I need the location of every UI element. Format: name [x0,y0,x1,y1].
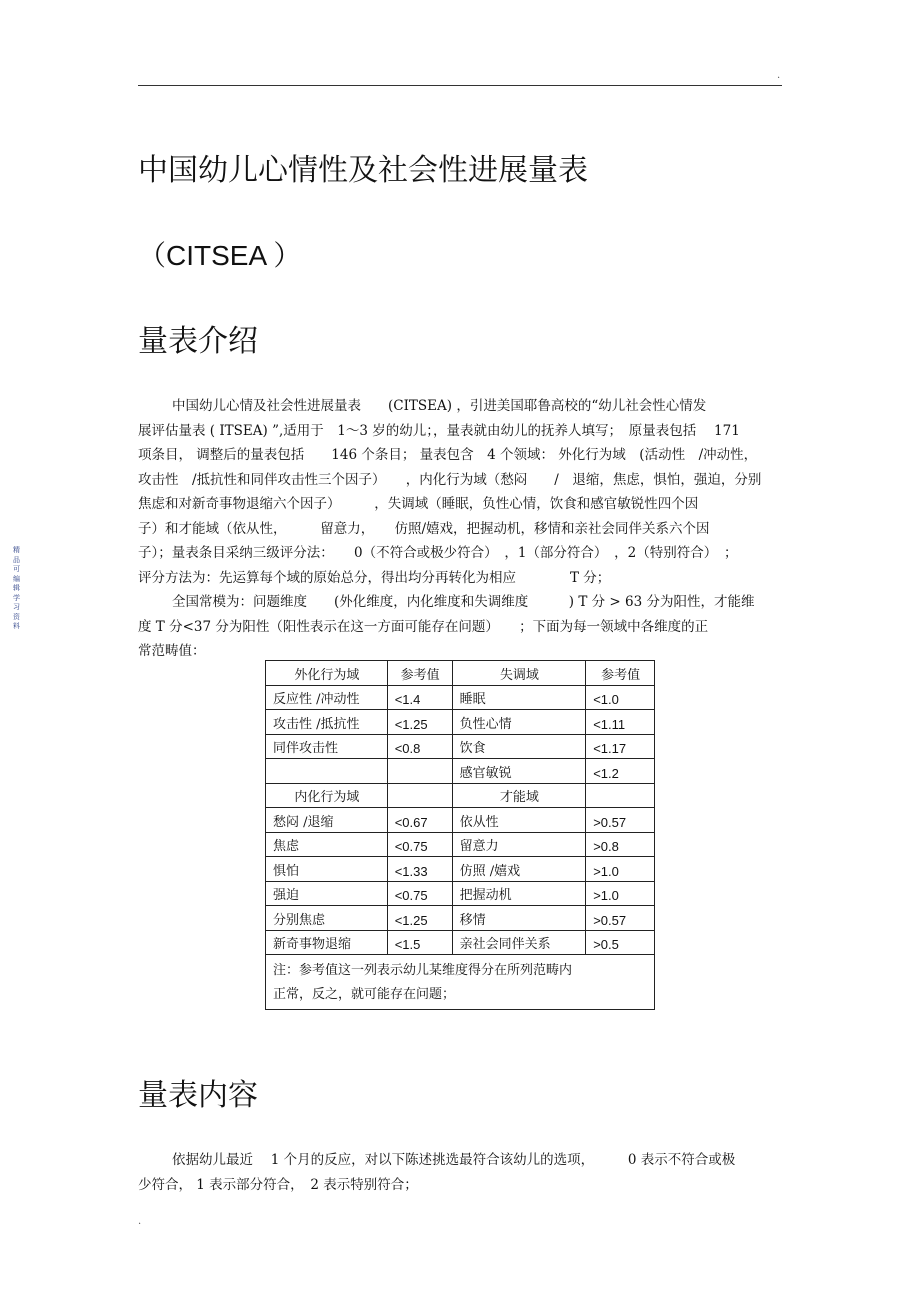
table-cell: <0.67 [387,808,452,833]
footer-dot: . [138,1216,142,1227]
intro-line: 常范畴值： [138,643,206,659]
content-line: 依据幼儿最近 1 个月的反应，对以下陈述挑选最符合该幼儿的选项， 0 表示不符合或极 [172,1152,736,1168]
table-header-cell: 外化行为域 [266,661,388,686]
table-note [266,955,655,1010]
table-header-row [266,661,655,686]
intro-line: 评分方法为：先运算每个域的原始总分，得出均分再转化为相应 T 分； [138,569,611,586]
table-cell: <1.0 [586,685,655,710]
table-cell: 攻击性 /抵抗性 [266,710,388,735]
table-cell: 留意力 [452,832,586,857]
table-cell: 仿照 /嬉戏 [452,857,586,882]
table-cell: >0.57 [586,906,655,931]
table-cell [266,759,388,784]
table-cell: 感官敏锐 [452,759,586,784]
intro-line: 全国常模为：问题维度 (外化维度，内化维度和失调维度 ) T 分 > 63 分为阳性，才能维 [172,594,755,610]
table-cell: >1.0 [586,881,655,906]
table-cell: <0.8 [387,734,452,759]
table-cell: 依从性 [452,808,586,833]
intro-line: 攻击性 /抵抗性和同伴攻击性三个因子） ，内化行为域（愁闷 / 退缩，焦虑，惧怕，强迫，分别 [138,471,762,488]
side-watermark: 精品可编辑学习资料 [13,546,20,630]
intro-line: 项条目， 调整后的量表包括 146 个条目； 量表包含 4 个领域： 外化行为域 (活动性 /冲动性， [138,447,758,463]
table-cell: <1.2 [586,759,655,784]
table-note-row [266,955,655,1010]
table-cell: 睡眠 [452,685,586,710]
intro-line: 焦虑和对新奇事物退缩六个因子） ，失调域（睡眠，负性心情，饮食和感官敏锐性四个因 [138,496,699,512]
table-cell: <1.25 [387,710,452,735]
table-note-line: 正常，反之，就可能存在问题； [273,987,456,1002]
table-row [266,734,655,759]
table-cell: 焦虑 [266,832,388,857]
section-heading-content: 量表内容 [138,1078,258,1113]
intro-line: 度 T 分<37 分为阳性（阳性表示在这一方面可能存在问题） ；下面为每一领域中各维度的正 [138,618,709,635]
table-cell: 反应性 /冲动性 [266,685,388,710]
table-cell: >1.0 [586,857,655,882]
table-cell: >0.8 [586,832,655,857]
table-cell: <1.17 [586,734,655,759]
table-cell: <1.5 [387,930,452,955]
table-cell: 愁闷 /退缩 [266,808,388,833]
table-row [266,759,655,784]
table-row [266,832,655,857]
table-note-line: 注：参考值这一列表示幼儿某维度得分在所列范畴内 [273,963,573,978]
document-title-abbreviation: （CITSEA ） [138,240,302,271]
table-row [266,857,655,882]
table-row [266,881,655,906]
intro-line: 子）；量表条目采纳三级评分法： 0（不符合或极少符合） ，1（部分符合） ，2（特别符合） ； [138,545,738,561]
table-cell: <1.25 [387,906,452,931]
table-cell: <0.75 [387,881,452,906]
intro-line: 展评估量表 ( ITSEA) ”,适用于 1～3 岁的幼儿；，量表就由幼儿的抚养人填写； 原量表包括 171 [138,422,740,439]
header-rule [138,85,782,86]
table-subheader-row [266,783,655,808]
table-cell: 把握动机 [452,881,586,906]
table-cell: 饮食 [452,734,586,759]
table-row [266,685,655,710]
table-cell: 新奇事物退缩 [266,930,388,955]
table-cell: <0.75 [387,832,452,857]
table-cell: >0.57 [586,808,655,833]
section-heading-intro: 量表介绍 [138,324,258,359]
table-cell [387,759,452,784]
intro-line: 子）和才能域（依从性， 留意力， 仿照/嬉戏，把握动机，移情和亲社会同伴关系六个因 [138,520,710,537]
table-cell: 移情 [452,906,586,931]
table-header-cell: 失调域 [452,661,586,686]
table-row [266,710,655,735]
intro-line: 中国幼儿心情及社会性进展量表 (CITSEA) ，引进美国耶鲁高校的“幼儿社会性心情发 [172,398,707,414]
table-cell: <1.4 [387,685,452,710]
table-cell: 强迫 [266,881,388,906]
table-cell [387,783,452,808]
table-cell: >0.5 [586,930,655,955]
intro-paragraph [138,394,788,664]
table-cell: 惧怕 [266,857,388,882]
reference-value-table [265,660,655,1010]
table-cell: 分别焦虑 [266,906,388,931]
table-header-cell: 参考值 [586,661,655,686]
table-cell [586,783,655,808]
table-cell: <1.33 [387,857,452,882]
table-cell: <1.11 [586,710,655,735]
table-row [266,906,655,931]
table-subheader-cell: 才能域 [452,783,586,808]
table-cell: 负性心情 [452,710,586,735]
table-cell: 同伴攻击性 [266,734,388,759]
table-row [266,930,655,955]
table-cell: 亲社会同伴关系 [452,930,586,955]
table-header-cell: 参考值 [387,661,452,686]
content-line: 少符合， 1 表示部分符合， 2 表示特别符合； [138,1176,418,1193]
table-row [266,808,655,833]
header-dot: . [777,70,781,81]
table-subheader-cell: 内化行为域 [266,783,388,808]
document-title: 中国幼儿心情性及社会性进展量表 [138,153,588,188]
content-paragraph [138,1148,788,1197]
